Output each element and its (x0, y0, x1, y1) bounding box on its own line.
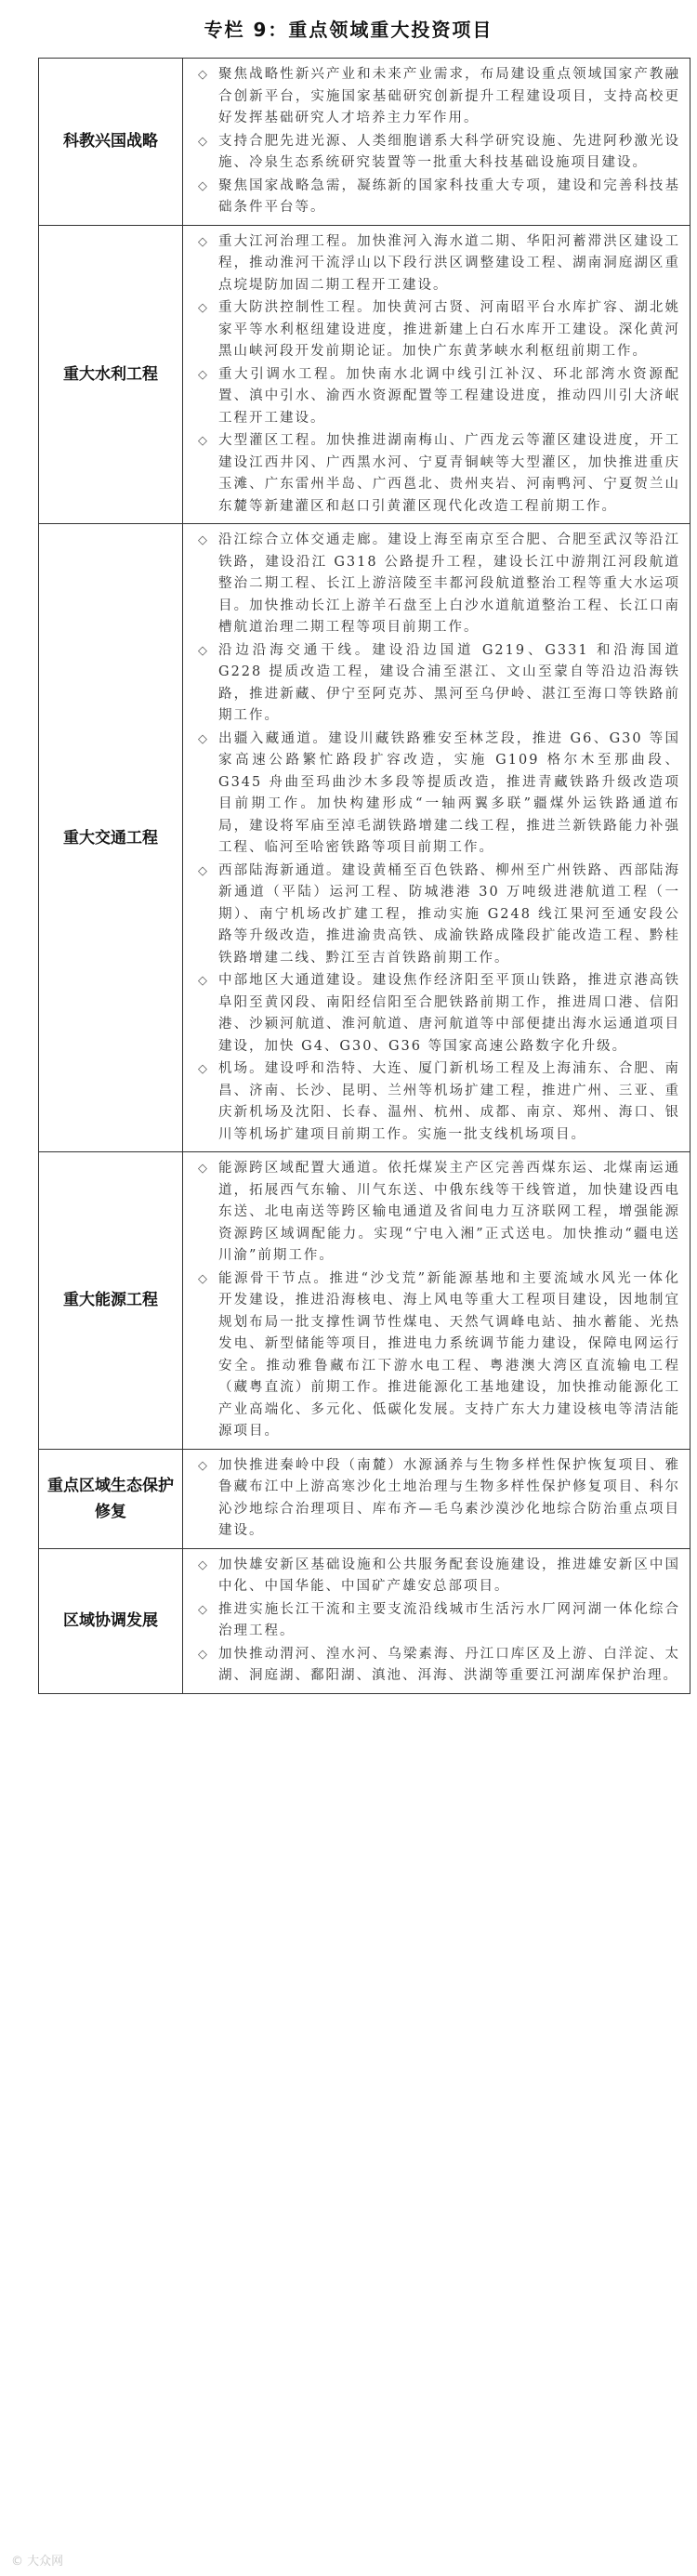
item-text: 西部陆海新通道。建设黄桶至百色铁路、柳州至广州铁路、西部陆海新通道（平陆）运河工程、防城港港 30 万吨级进港航道工程（一期）、南宁机场改扩建工程，推动实施 G248 线江果河至通安段公路等升级改造，推进渝贵高铁、成渝铁路成隆段扩能改造工程、黔桂铁路增建二线、黔江至吉首铁路前期工作。 (218, 862, 680, 966)
table-row (39, 1548, 690, 1693)
item-text: 出疆入藏通道。建设川藏铁路雅安至林芝段，推进 G6、G30 等国家高速公路繁忙路段扩容改造，实施 G109 格尔木至那曲段、G345 舟曲至玛曲沙木多段等提质改造，推进青藏铁路升级改造项目前期工作。加快构建形成“一轴两翼多联”疆煤外运铁路通道布局，建设将军庙至淖毛湖铁路增建二线工程，推进兰新铁路能力补强工程、临河至哈密铁路等项目前期工作。 (218, 730, 680, 855)
diamond-bullet-icon: ◇ (198, 731, 209, 746)
item-text: 沿边沿海交通干线。建设沿边国道 G219、G331 和沿海国道 G228 提质改造工程，建设合浦至湛江、文山至蒙自等沿边沿海铁路，推进新藏、伊宁至阿克苏、黑河至乌伊岭、湛江至海口等铁路前期工作。 (218, 642, 680, 723)
item-text: 重大防洪控制性工程。加快黄河古贤、河南昭平台水库扩容、湖北姚家平等水利枢纽建设进度，推进新建上白石水库开工建设。深化黄河黑山峡河段开发前期论证。加快广东黄茅峡水利枢纽前期工作。 (218, 300, 680, 359)
list-item (194, 970, 680, 1058)
list-item (194, 1158, 680, 1268)
diamond-bullet-icon: ◇ (198, 1458, 209, 1473)
item-text: 加快雄安新区基础设施和公共服务配套设施建设，推进雄安新区中国中化、中国华能、中国矿产雄安总部项目。 (218, 1557, 680, 1594)
list-item (194, 640, 680, 728)
category-cell: 区域协调发展 (39, 1548, 183, 1693)
list-item (194, 64, 680, 130)
investment-projects-table (38, 58, 690, 1694)
item-text: 加快推进秦岭中段（南麓）水源涵养与生物多样性保护恢复项目、雅鲁藏布江中上游高寒沙化土地治理与生物多样性保护修复项目、科尔沁沙地综合治理项目、库布齐—毛乌素沙漠沙化地综合防治重点项目建设。 (218, 1457, 680, 1538)
item-text: 大型灌区工程。加快推进湖南梅山、广西龙云等灌区建设进度，开工建设江西井冈、广西黑水河、宁夏青铜峡等大型灌区，加快推进重庆玉滩、广东雷州半岛、广西邕北、贵州夹岩、河南鸭河、宁夏贺兰山东麓等新建灌区和赵口引黄灌区现代化改造工程前期工作。 (218, 433, 680, 514)
list-item (194, 364, 680, 430)
diamond-bullet-icon: ◇ (198, 234, 209, 249)
table-row (39, 59, 690, 226)
items-cell (183, 59, 690, 226)
category-cell: 重大水利工程 (39, 225, 183, 524)
category-cell: 重点区域生态保护修复 (39, 1449, 183, 1548)
diamond-bullet-icon: ◇ (198, 1062, 209, 1076)
diamond-bullet-icon: ◇ (198, 367, 209, 382)
item-text: 重大引调水工程。加快南水北调中线引江补汉、环北部湾水资源配置、滇中引水、渝西水资源配置等工程建设进度，推动四川引大济岷工程开工建设。 (218, 366, 680, 426)
item-text: 中部地区大通道建设。建设焦作经济阳至平顶山铁路，推进京港高铁阜阳至黄冈段、南阳经信阳至合肥铁路前期工作，推进周口港、信阳港、沙颍河航道、淮河航道、唐河航道等中部便捷出海水运通道项目建设，加快 G4、G30、G36 等国家高速公路数字化升级。 (218, 973, 680, 1054)
list-item (194, 176, 680, 219)
list-item (194, 297, 680, 363)
items-cell (183, 1449, 690, 1548)
list-item (194, 1555, 680, 1598)
category-cell: 重大能源工程 (39, 1152, 183, 1450)
list-item (194, 430, 680, 518)
item-text: 加快推动渭河、湟水河、乌梁素海、丹江口库区及上游、白洋淀、太湖、洞庭湖、鄱阳湖、滇池、洱海、洪湖等重要江河湖库保护治理。 (218, 1646, 680, 1683)
diamond-bullet-icon: ◇ (198, 1647, 209, 1662)
table-row (39, 524, 690, 1152)
diamond-bullet-icon: ◇ (198, 1271, 209, 1286)
category-cell: 重大交通工程 (39, 524, 183, 1152)
table-row (39, 1152, 690, 1450)
diamond-bullet-icon: ◇ (198, 1557, 209, 1572)
diamond-bullet-icon: ◇ (198, 68, 209, 82)
list-item (194, 1644, 680, 1688)
item-text: 沿江综合立体交通走廊。建设上海至南京至合肥、合肥至武汉等沿江铁路，建设沿江 G318 公路提升工程，建设长江中游荆江河段航道整治二期工程、长江上游涪陵至丰都河段航道整治工程等重大水运项目。加快推动长江上游羊石盘至上白沙水道航道整治工程、长江口南槽航道治理二期工程等项目前期工作。 (218, 532, 680, 635)
diamond-bullet-icon: ◇ (198, 863, 209, 878)
item-text: 推进实施长江干流和主要支流沿线城市生活污水厂网河湖一体化综合治理工程。 (218, 1601, 680, 1638)
list-item (194, 530, 680, 639)
item-text: 能源骨干节点。推进“沙戈荒”新能源基地和主要流域水风光一体化开发建设，推进沿海核电、海上风电等重大工程项目建设，因地制宜规划布局一批支撑性调节性煤电、天然气调峰电站、抽水蓄能、光热发电、新型储能等项目，推进电力系统调节能力建设，保障电网运行安全。推动雅鲁藏布江下游水电工程、粤港澳大湾区直流输电工程（藏粤直流）前期工作。推进能源化工基地建设，加快推动能源化工产业高端化、多元化、低碳化发展。支持广东大力建设核电等清洁能源项目。 (218, 1270, 680, 1439)
table-row (39, 1449, 690, 1548)
item-text: 聚焦国家战略急需，凝练新的国家科技重大专项，建设和完善科技基础条件平台等。 (218, 177, 680, 215)
diamond-bullet-icon: ◇ (198, 134, 209, 149)
page-title: 专栏 9：重点领域重大投资项目 (204, 19, 493, 41)
items-cell (183, 225, 690, 524)
items-cell (183, 524, 690, 1152)
diamond-bullet-icon: ◇ (198, 643, 209, 658)
diamond-bullet-icon: ◇ (198, 1602, 209, 1617)
watermark: © 大众网 (11, 2555, 64, 2569)
diamond-bullet-icon: ◇ (198, 434, 209, 448)
diamond-bullet-icon: ◇ (198, 533, 209, 547)
diamond-bullet-icon: ◇ (198, 178, 209, 193)
category-cell: 科教兴国战略 (39, 59, 183, 226)
list-item (194, 729, 680, 860)
item-text: 能源跨区域配置大通道。依托煤炭主产区完善西煤东运、北煤南运通道，拓展西气东输、川气东送、中俄东线等干线管道，加快建设西电东送、北电南送等跨区输电通道及省间电力互济联网工程，增强能源资源跨区域调配能力。实现“宁电入湘”正式送电。加快推动“疆电送川渝”前期工作。 (218, 1161, 680, 1263)
list-item (194, 231, 680, 297)
item-text: 聚焦战略性新兴产业和未来产业需求，布局建设重点领域国家产教融合创新平台，实施国家基础研究创新提升工程建设项目，支持高校更好发挥基础研究人才培养主力军作用。 (218, 67, 680, 125)
items-cell (183, 1548, 690, 1693)
list-item (194, 861, 680, 970)
item-text: 机场。建设呼和浩特、大连、厦门新机场工程及上海浦东、合肥、南昌、济南、长沙、昆明、兰州等机场扩建工程，推进广州、三亚、重庆新机场及沈阳、长春、温州、杭州、成都、南京、郑州、海口、银川等机场扩建项目前期工作。实施一批支线机场项目。 (218, 1061, 680, 1142)
list-item (194, 1599, 680, 1643)
diamond-bullet-icon: ◇ (198, 301, 209, 315)
table-row (39, 225, 690, 524)
list-item (194, 131, 680, 175)
diamond-bullet-icon: ◇ (198, 974, 209, 988)
list-item (194, 1268, 680, 1443)
diamond-bullet-icon: ◇ (198, 1162, 209, 1176)
item-text: 重大江河治理工程。加快淮河入海水道二期、华阳河蓄滞洪区建设工程，推动淮河干流浮山以下段行洪区调整建设工程、湖南洞庭湖区重点垸堤防加固二期工程开工建设。 (218, 233, 680, 293)
item-text: 支持合肥先进光源、人类细胞谱系大科学研究设施、先进阿秒激光设施、冷泉生态系统研究装置等一批重大科技基础设施项目建设。 (218, 133, 680, 170)
list-item (194, 1455, 680, 1543)
items-cell (183, 1152, 690, 1450)
list-item (194, 1058, 680, 1146)
